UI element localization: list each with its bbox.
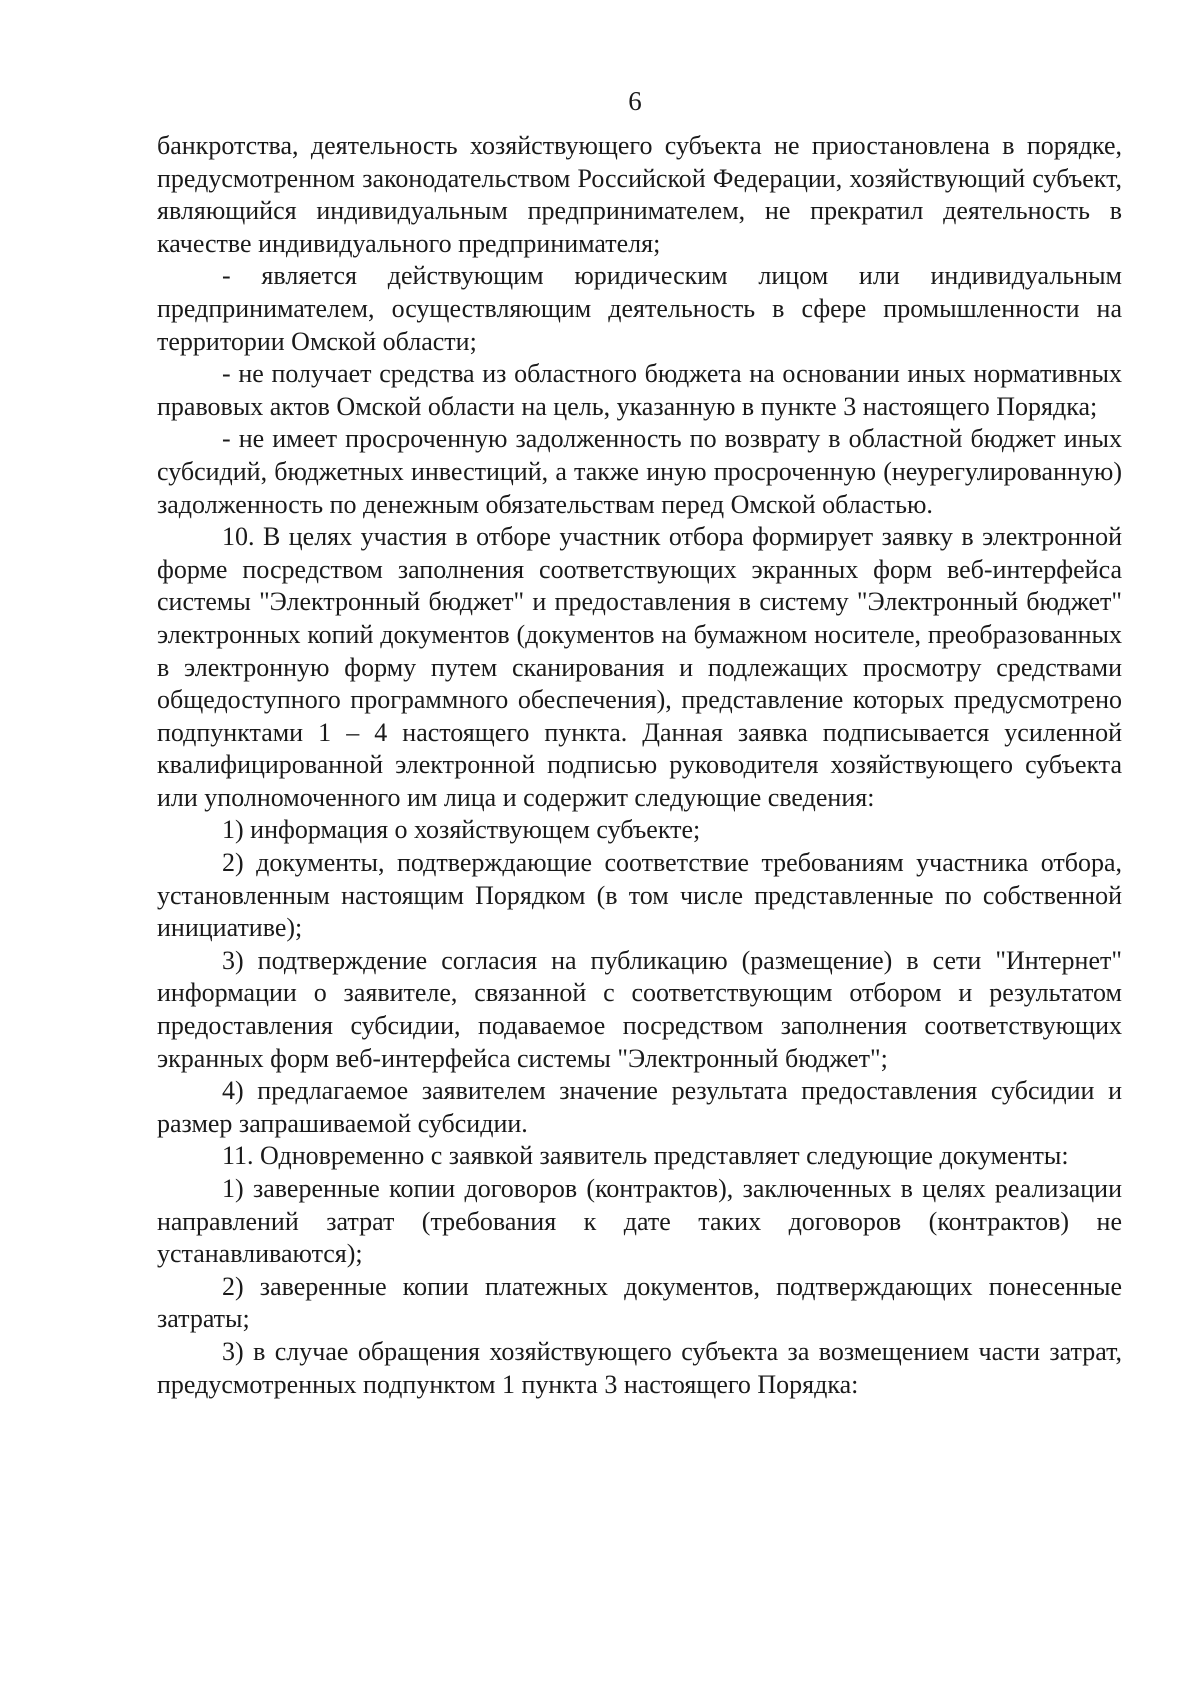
paragraph: 3) подтверждение согласия на публикацию (размещение) в сети "Интернет" информации о заявителе, связанной с соответствующим отбором и результатом предоставления субсидии, подаваемое посредством заполнения соответствующих экранных форм веб-интерфейса системы "Электронный бюджет"; — [157, 945, 1122, 1073]
paragraph: 4) предлагаемое заявителем значение результата предоставления субсидии и размер запрашиваемой субсидии. — [157, 1076, 1122, 1138]
paragraph: - не имеет просроченную задолженность по возврату в областной бюджет иных субсидий, бюджетных инвестиций, а также иную просроченную (неурегулированную) задолженность по денежным обязательствам перед Омской областью. — [157, 424, 1122, 519]
paragraph: банкротства, деятельность хозяйствующего субъекта не приостановлена в порядке, предусмотренном законодательством Российской Федерации, хозяйствующий субъект, являющийся индивидуальным предпринимателем, не прекратил деятельность в качестве индивидуального предпринимателя; — [157, 131, 1122, 258]
paragraph: 2) заверенные копии платежных документов, подтверждающих понесенные затраты; — [157, 1271, 1122, 1334]
paragraph: 11. Одновременно с заявкой заявитель представляет следующие документы: — [222, 1141, 1069, 1171]
paragraph: 2) документы, подтверждающие соответствие требованиям участника отбора, установленным настоящим Порядком (в том числе представленные по собственной инициативе); — [157, 848, 1122, 943]
paragraph: 10. В целях участия в отборе участник отбора формирует заявку в электронной форме посредством заполнения соответствующих экранных форм веб-интерфейса системы "Электронный бюджет" и предоставления в систему "Электронный бюджет" электронных копий документов (документов на бумажном носителе, преобразованных в электронную форму путем сканирования и подлежащих просмотру средствами общедоступного программного обеспечения), представление которых предусмотрено подпунктами 1 – 4 настоящего пункта. Данная заявка подписывается усиленной квалифицированной электронной подписью руководителя хозяйствующего субъекта или уполномоченного им лица и содержит следующие сведения: — [157, 522, 1122, 812]
paragraph: - не получает средства из областного бюджета на основании иных нормативных правовых актов Омской области на цель, указанную в пункте 3 настоящего Порядка; — [157, 359, 1122, 421]
paragraph: 1) заверенные копии договоров (контрактов), заключенных в целях реализации направлений затрат (требования к дате таких договоров (контрактов) не устанавливаются); — [157, 1174, 1122, 1269]
document-body — [157, 130, 1122, 1401]
paragraph: 3) в случае обращения хозяйствующего субъекта за возмещением части затрат, предусмотренных подпунктом 1 пункта 3 настоящего Порядка: — [157, 1336, 1122, 1399]
paragraph: 1) информация о хозяйствующем субъекте; — [222, 815, 701, 845]
page-number: 6 — [628, 86, 642, 116]
paragraph: - является действующим юридическим лицом или индивидуальным предпринимателем, осуществляющим деятельность в сфере промышленности на территории Омской области; — [157, 261, 1122, 356]
